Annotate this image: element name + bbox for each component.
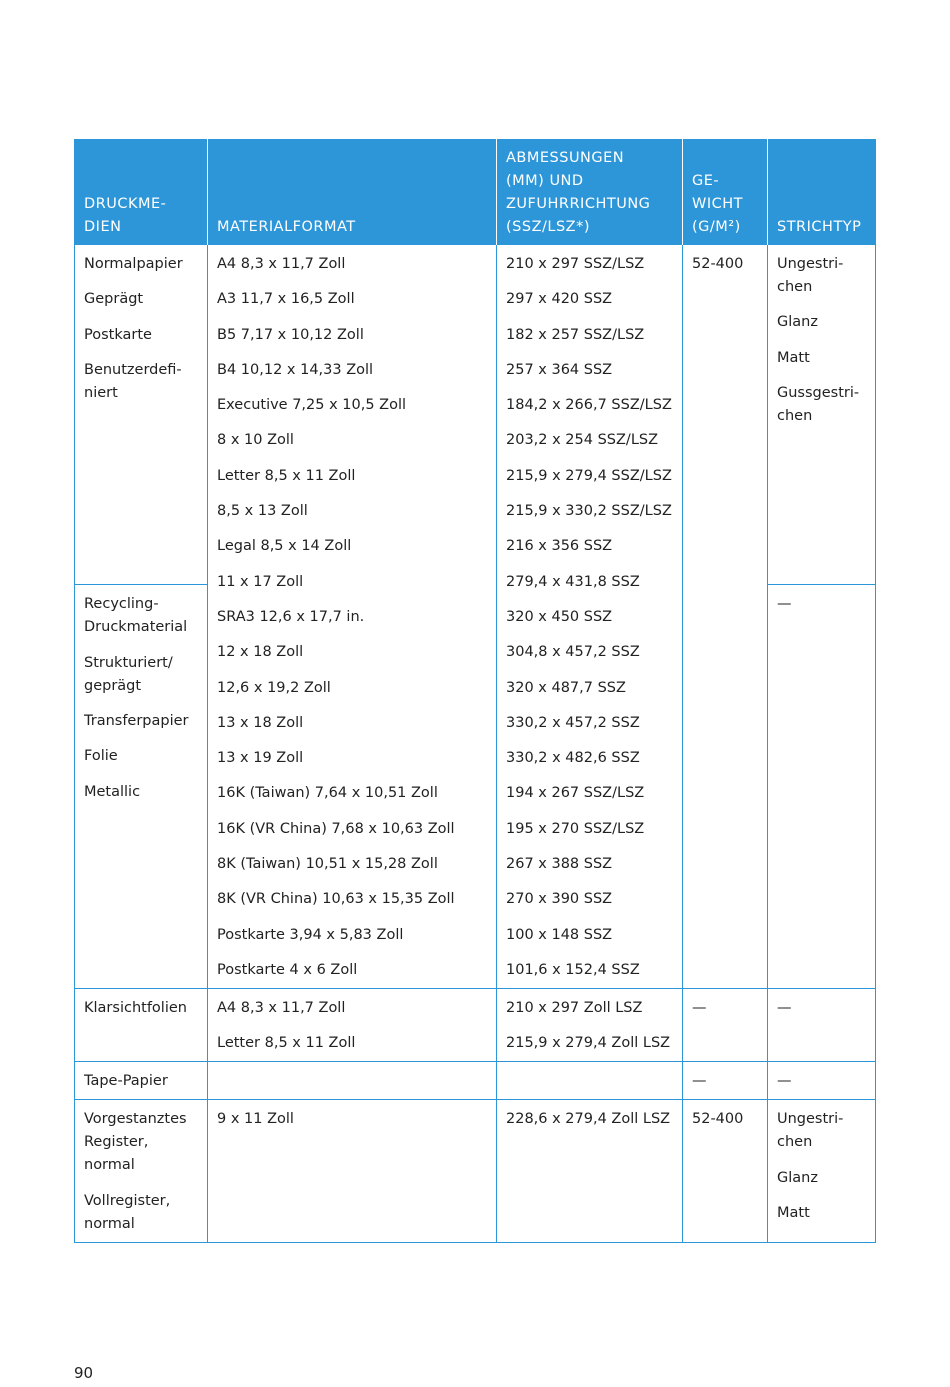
- cell-entry: 194 x 267 SSZ/LSZ: [506, 785, 645, 802]
- header-dimensions: [497, 139, 683, 245]
- cell-entry: Vorgestanztes Register, normal: [84, 1111, 187, 1174]
- cell-entry: 203,2 x 254 SSZ/LSZ: [506, 432, 659, 449]
- coating-types-cell: [768, 245, 876, 585]
- table-row: [75, 1100, 876, 1242]
- weight-cell: —: [683, 988, 768, 1061]
- header-line: (G/M²): [692, 219, 741, 235]
- cell-entry: Executive 7,25 x 10,5 Zoll: [217, 397, 407, 414]
- media-types-cell: [75, 1100, 208, 1242]
- cell-entry: Matt: [777, 1204, 810, 1221]
- cell-entry: 330,2 x 457,2 SSZ: [506, 714, 640, 731]
- cell-entry: 279,4 x 431,8 SSZ: [506, 573, 640, 590]
- header-line: (SSZ/LSZ*): [506, 219, 591, 235]
- cell-entry: 215,9 x 330,2 SSZ/LSZ: [506, 503, 672, 520]
- cell-entry: Folie: [84, 748, 118, 765]
- cell-entry: Postkarte 3,94 x 5,83 Zoll: [217, 926, 404, 943]
- header-row: [75, 139, 876, 245]
- cell-entry: 267 x 388 SSZ: [506, 856, 613, 873]
- header-line: ZUFUHRRICHTUNG: [506, 196, 651, 212]
- cell-entry: B5 7,17 x 10,12 Zoll: [217, 326, 364, 343]
- cell-entry: A3 11,7 x 16,5 Zoll: [217, 291, 355, 308]
- cell-entry: 210 x 297 Zoll LSZ: [506, 999, 643, 1016]
- header-line: STRICHTYP: [777, 219, 862, 235]
- header-line: DIEN: [84, 219, 122, 235]
- cell-entry: Legal 8,5 x 14 Zoll: [217, 538, 352, 555]
- dimensions-cell: [497, 1062, 683, 1100]
- cell-entry: Postkarte: [84, 326, 152, 343]
- cell-entry: 9 x 11 Zoll: [217, 1111, 294, 1128]
- cell-entry: Strukturiert/ geprägt: [84, 654, 173, 694]
- header-media-type: [75, 139, 208, 245]
- cell-entry: Normalpapier: [84, 256, 183, 272]
- cell-entry: Letter 8,5 x 11 Zoll: [217, 467, 356, 484]
- cell-entry: Metallic: [84, 783, 141, 800]
- table-header: [75, 139, 876, 245]
- cell-entry: Transferpapier: [84, 712, 189, 729]
- cell-entry: 215,9 x 279,4 Zoll LSZ: [506, 1035, 671, 1052]
- cell-entry: Benutzerdefi- niert: [84, 361, 182, 401]
- cell-entry: 8 x 10 Zoll: [217, 432, 294, 449]
- cell-entry: 12,6 x 19,2 Zoll: [217, 679, 331, 696]
- header-coating-type: [768, 139, 876, 245]
- coating-types-cell: —: [768, 1062, 876, 1100]
- cell-entry: 182 x 257 SSZ/LSZ: [506, 326, 645, 343]
- cell-entry: A4 8,3 x 11,7 Zoll: [217, 256, 346, 272]
- cell-entry: Letter 8,5 x 11 Zoll: [217, 1035, 356, 1052]
- weight-cell: 52-400: [683, 245, 768, 989]
- weight-cell: 52-400: [683, 1100, 768, 1242]
- table-row: [75, 245, 876, 585]
- header-line: GE-: [692, 173, 720, 189]
- cell-entry: Glanz: [777, 314, 818, 331]
- cell-entry: Geprägt: [84, 291, 144, 308]
- cell-entry: 13 x 18 Zoll: [217, 714, 304, 731]
- media-types-cell: [75, 585, 208, 989]
- weight-cell: —: [683, 1062, 768, 1100]
- cell-entry: 11 x 17 Zoll: [217, 573, 304, 590]
- cell-entry: B4 10,12 x 14,33 Zoll: [217, 361, 374, 378]
- cell-entry: Glanz: [777, 1169, 818, 1186]
- cell-entry: 228,6 x 279,4 Zoll LSZ: [506, 1111, 671, 1128]
- cell-entry: 320 x 450 SSZ: [506, 608, 613, 625]
- cell-entry: 8K (Taiwan) 10,51 x 15,28 Zoll: [217, 856, 438, 873]
- cell-entry: 216 x 356 SSZ: [506, 538, 613, 555]
- cell-entry: Tape-Papier: [84, 1073, 168, 1090]
- paper-specs-table: [74, 139, 876, 1243]
- table-row: [75, 988, 876, 1061]
- table-body: [75, 245, 876, 1243]
- media-types-cell: [75, 245, 208, 585]
- cell-entry: Ungestri- chen: [777, 1111, 844, 1151]
- coating-types-cell: —: [768, 585, 876, 989]
- header-line: ABMESSUNGEN: [506, 150, 625, 166]
- cell-entry: 8,5 x 13 Zoll: [217, 503, 308, 520]
- cell-entry: A4 8,3 x 11,7 Zoll: [217, 999, 346, 1016]
- cell-entry: Gussgestri- chen: [777, 384, 860, 424]
- cell-entry: 304,8 x 457,2 SSZ: [506, 644, 640, 661]
- cell-entry: SRA3 12,6 x 17,7 in.: [217, 608, 365, 625]
- formats-cell: [208, 1100, 497, 1242]
- header-line: MATERIALFORMAT: [217, 219, 356, 235]
- table-row: [75, 1062, 876, 1100]
- cell-entry: Klarsichtfolien: [84, 999, 187, 1016]
- cell-entry: Matt: [777, 349, 810, 366]
- formats-cell: [208, 1062, 497, 1100]
- cell-entry: 100 x 148 SSZ: [506, 926, 613, 943]
- formats-cell: [208, 988, 497, 1061]
- cell-entry: 16K (VR China) 7,68 x 10,63 Zoll: [217, 820, 455, 837]
- cell-entry: 12 x 18 Zoll: [217, 644, 304, 661]
- page-number: 90: [74, 1364, 94, 1382]
- header-material-format: [208, 139, 497, 245]
- formats-cell: [208, 245, 497, 989]
- cell-entry: 8K (VR China) 10,63 x 15,35 Zoll: [217, 891, 455, 908]
- cell-entry: 257 x 364 SSZ: [506, 361, 613, 378]
- media-types-cell: [75, 988, 208, 1061]
- coating-types-cell: —: [768, 988, 876, 1061]
- cell-entry: 13 x 19 Zoll: [217, 750, 304, 767]
- media-types-cell: [75, 1062, 208, 1100]
- cell-entry: 195 x 270 SSZ/LSZ: [506, 820, 645, 837]
- cell-entry: 184,2 x 266,7 SSZ/LSZ: [506, 397, 672, 414]
- cell-entry: Vollregister, normal: [84, 1192, 171, 1232]
- header-line: WICHT: [692, 196, 743, 212]
- dimensions-cell: [497, 988, 683, 1061]
- cell-entry: 215,9 x 279,4 SSZ/LSZ: [506, 467, 672, 484]
- cell-entry: Postkarte 4 x 6 Zoll: [217, 961, 358, 978]
- header-weight: [683, 139, 768, 245]
- cell-entry: 297 x 420 SSZ: [506, 291, 613, 308]
- cell-entry: 330,2 x 482,6 SSZ: [506, 750, 640, 767]
- header-line: (MM) UND: [506, 173, 584, 189]
- header-line: DRUCKME-: [84, 196, 167, 212]
- dimensions-cell: [497, 245, 683, 989]
- cell-entry: 210 x 297 SSZ/LSZ: [506, 256, 645, 272]
- coating-types-cell: [768, 1100, 876, 1242]
- cell-entry: Recycling- Druckmaterial: [84, 596, 188, 636]
- dimensions-cell: [497, 1100, 683, 1242]
- cell-entry: 270 x 390 SSZ: [506, 891, 613, 908]
- cell-entry: 16K (Taiwan) 7,64 x 10,51 Zoll: [217, 785, 438, 802]
- cell-entry: Ungestri- chen: [777, 256, 844, 295]
- cell-entry: 320 x 487,7 SSZ: [506, 679, 626, 696]
- cell-entry: 101,6 x 152,4 SSZ: [506, 961, 640, 978]
